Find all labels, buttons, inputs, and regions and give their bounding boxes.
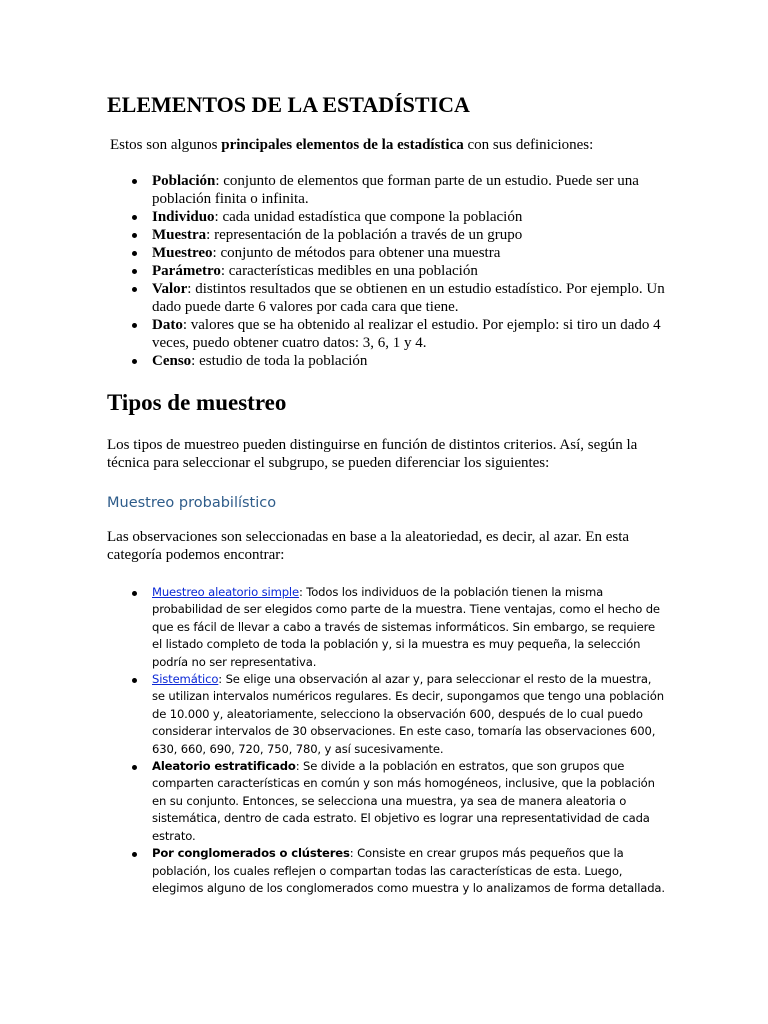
sampling-definition: : Todos los individuos de la población tienen la misma probabilidad de ser elegidos como parte de la muestra. Tiene ventajas, como el hecho de que es fácil de llevar a cabo a través de sistemas informáticos. Sin embargo, se requiere el listado completo de toda la población y, si la muestra es muy pequeña, la selección podría no ser representativa. — [152, 585, 660, 669]
list-item — [152, 262, 667, 280]
list-item — [152, 671, 667, 758]
intro-text-before: Estos son algunos — [110, 137, 222, 153]
document-title: ELEMENTOS DE LA ESTADÍSTICA — [107, 92, 470, 117]
subsection-heading: Muestreo probabilístico — [107, 495, 277, 511]
element-definition: : características medibles en una población — [220, 263, 478, 279]
element-term: Dato — [152, 317, 183, 333]
subsection-paragraph: Las observaciones son seleccionadas en base a la aleatoriedad, es decir, al azar. En esta categoría podemos encontrar: — [107, 529, 630, 563]
list-item — [152, 172, 667, 208]
element-definition: : valores que se ha obtenido al realizar el estudio. Por ejemplo: si tiro un dado 4 veces, puedo obtener cuatro datos: 3, 6, 1 y 4. — [152, 317, 661, 351]
intro-paragraph — [110, 136, 667, 154]
element-definition: : distintos resultados que se obtienen en un estudio estadístico. Por ejemplo. Un dado puede darte 6 valores por cada cara que tiene. — [152, 281, 665, 315]
element-term: Censo — [152, 353, 192, 369]
element-definition: : cada unidad estadística que compone la población — [214, 209, 523, 225]
element-term: Parámetro — [152, 263, 221, 279]
intro-text-bold: principales elementos de la estadística — [221, 137, 464, 153]
elements-list — [107, 172, 667, 370]
list-item — [152, 226, 667, 244]
sampling-definition: : Se elige una observación al azar y, para seleccionar el resto de la muestra, se utilizan intervalos numéricos regulares. Es decir, supongamos que tengo una población de 10.000 y, aleatoriamente, selecciono la observación 600, después de lo cual puedo considerar intervalos de 30 observaciones. En este caso, tomaría las observaciones 600, 630, 660, 690, 720, 750, 780, y así sucesivamente. — [152, 672, 664, 756]
sampling-term: Aleatorio estratificado — [152, 759, 296, 774]
sampling-definition: : Se divide a la población en estratos, que son grupos que comparten características en común y son más homogéneos, inclusive, que la población en su conjunto. Entonces, se selecciona una muestra, ya sea de manera aleatoria o sistemática, dentro de cada estrato. El objetivo es lograr una representatividad de cada estrato. — [152, 759, 655, 843]
element-term: Individuo — [152, 209, 215, 225]
section-heading: Tipos de muestreo — [107, 390, 287, 415]
intro-text-after: con sus definiciones: — [463, 137, 594, 153]
sampling-term: Por conglomerados o clústeres — [152, 846, 350, 861]
sampling-term-link[interactable]: Sistemático — [152, 672, 219, 687]
element-definition: : conjunto de elementos que forman parte de un estudio. Puede ser una población finita o infinita. — [152, 173, 639, 207]
list-item — [152, 758, 667, 845]
sampling-term-link[interactable]: Muestreo aleatorio simple — [152, 585, 299, 599]
list-item — [152, 352, 667, 370]
element-definition: : conjunto de métodos para obtener una muestra — [212, 245, 501, 261]
list-item — [152, 280, 667, 316]
list-item — [152, 316, 667, 352]
element-term: Muestreo — [152, 245, 213, 261]
list-item — [152, 208, 667, 226]
element-definition: : representación de la población a través de un grupo — [206, 227, 523, 243]
list-item — [152, 584, 667, 671]
element-definition: : estudio de toda la población — [191, 353, 368, 369]
element-term: Valor — [152, 281, 188, 297]
sampling-types-list — [107, 584, 667, 897]
list-item — [152, 244, 667, 262]
sampling-definition: : Consiste en crear grupos más pequeños que la población, los cuales reflejen o compartan todas las características de esta. Luego, elegimos alguno de los conglomerados como muestra y lo analizamos de forma detallada. — [152, 846, 665, 895]
document-content — [107, 92, 667, 897]
list-item — [152, 845, 667, 897]
section-paragraph: Los tipos de muestreo pueden distinguirse en función de distintos criterios. Así, según la técnica para seleccionar el subgrupo, se pueden diferenciar los siguientes: — [107, 437, 638, 471]
element-term: Muestra — [152, 227, 207, 243]
element-term: Población — [152, 173, 216, 189]
